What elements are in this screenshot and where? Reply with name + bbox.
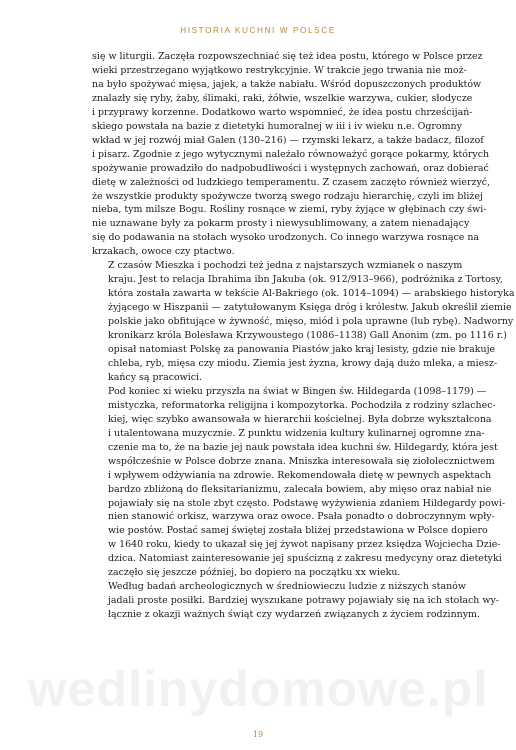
text-line: się do podawania na stołach wysoko urodzonych. Co innego warzywa rosnące na [92, 232, 480, 244]
body-text [92, 50, 515, 622]
text-line: kańcy są pracowici. [108, 371, 203, 383]
text-line: dietę w zależności od ludzkiego temperamentu. Z czasem zaczęto również wierzyć, [92, 176, 491, 188]
text-line: znalazły się ryby, żaby, ślimaki, raki, żółwie, wszelkie warzywa, cukier, słodycze [92, 92, 473, 104]
text-line: wieki przestrzegano wyjątkowo restrykcyjnie. W trakcie jego trwania nie moż- [92, 64, 467, 76]
text-line: i wpływem odżywiania na zdrowie. Rekomendowała dietę w pewnych aspektach [108, 469, 492, 481]
text-line: Z czasów Mieszka i pochodzi też jedna z najstarszych wzmianek o naszym [108, 260, 463, 272]
text-line: mistyczka, reformatorka religijna i kompozytorka. Pochodziła z rodziny szlachec- [108, 399, 496, 411]
text-line: nien stanowić orkisz, warzywa oraz owoce. Psała ponadto o dobroczynnym wpły- [108, 511, 495, 523]
text-line: żyjącego w Hiszpanii — zatytułowanym Księga dróg i królestw. Jakub określił ziemie [108, 302, 512, 314]
text-line: się w liturgii. Zaczęła rozpowszechniać się też idea postu, którego w Polsce przez [92, 51, 483, 62]
paragraph [92, 259, 515, 385]
text-line: skiego powstała na bazie z dietetyki humoralnej w iii i iv wieku n.e. Ogromny [92, 120, 462, 132]
text-line: czenie ma to, że na bazie jej nauk powstała idea kuchni św. Hildegardy, która jest [108, 441, 498, 453]
text-line: jadali proste posiłki. Bardziej wyszukane potrawy pojawiały się na ich stołach wy- [108, 595, 499, 607]
page-number: 19 [252, 730, 264, 739]
watermark: wedlinydomowe.pl [27, 661, 489, 717]
text-line: Pod koniec xi wieku przyszła na świat w Bingen św. Hildegarda (1098–1179) — [108, 385, 487, 397]
text-line: opisał natomiast Polskę za panowania Piastów jako kraj lesisty, gdzie nie brakuje [108, 344, 496, 356]
text-line: współcześnie w Polsce dobrze znana. Mniszka interesowała się ziołolecznictwem [108, 455, 495, 467]
text-line: krzakach, owoce czy ptactwo. [92, 246, 235, 258]
text-line: nie uznawane były za pokarm prosty i niewysublimowany, a zatem nienadający [92, 218, 470, 230]
paragraph [92, 50, 491, 259]
text-line: Według badań archeologicznych w średniowieczu ludzie z niższych stanów [108, 581, 466, 593]
running-head: HISTORIA KUCHNI W POLSCE [180, 26, 336, 35]
text-line: wie postów. Postać samej świętej została bliżej przedstawiona w Polsce dopiero [108, 525, 488, 537]
text-line: i utalentowana muzycznie. Z punktu widzenia kultury kulinarnej ogromne zna- [108, 427, 485, 439]
text-line: na było spożywać mięsa, jajek, a także nabiału. Wśród dopuszczonych produktów [92, 78, 482, 90]
text-line: chleba, ryb, mięsa czy miodu. Ziemia jest żyzna, krowy dają dużo mleka, a miesz- [108, 357, 498, 369]
text-line: kraju. Jest to relacja Ibrahima ibn Jakuba (ok. 912/913–966), podróżnika z Tortosy, [108, 274, 503, 286]
text-line: która została zawarta w tekście Al-Bakriego (ok. 1014–1094) — arabskiego historyka [108, 288, 515, 300]
text-line: zaczęło się jeszcze później, bo dopiero na początku xx wieku. [108, 567, 401, 579]
text-line: wkład w jej rozwój miał Galen (130–216) — rzymski lekarz, a także badacz, filozof [92, 134, 484, 146]
text-line: spożywanie prowadziło do nadpobudliwości i występnych zachowań, oraz dobierać [92, 162, 489, 174]
text-line: w 1640 roku, kiedy to ukazał się jej żywot napisany przez księdza Wojciecha Dzie- [108, 539, 501, 551]
text-line: dzica. Natomiast zainteresowanie jej spuścizną z zakresu medycyny oraz dietetyki [108, 553, 502, 565]
paragraph [92, 385, 506, 580]
text-line: kronikarz króla Bolesława Krzywoustego (1086–1138) Gall Anonim (zm. po 1116 r.) [108, 330, 507, 342]
text-line: kiej, więc szybko awansowała w hierarchii kościelnej. Była dobrze wykształcona [108, 413, 492, 425]
paragraph [92, 580, 499, 622]
text-line: i pisarz. Zgodnie z jego wytycznymi należało równoważyć gorące pokarmy, których [92, 148, 490, 160]
text-line: łącznie z okazji ważnych świąt czy wydarzeń związanych z życiem rodzinnym. [108, 609, 481, 621]
text-line: pojawiały się na stole zbyt często. Podstawę wyżywienia zdaniem Hildegardy powi- [108, 497, 506, 509]
text-line: i przyprawy korzenne. Dodatkowo warto wspomnieć, że idea postu chrześcijań- [92, 106, 473, 118]
text-line: że wszystkie produkty spożywcze tworzą swego rodzaju hierarchię, czyli im bliżej [92, 190, 483, 202]
text-line: nieba, tym milsze Bogu. Rośliny rosnące w ziemi, ryby żyjące w głębinach czy świ- [92, 204, 487, 216]
text-line: polskie jako obfitujące w żywność, mięso, miód i pola uprawne (lub rybę). Nadworny [108, 316, 514, 328]
text-line: bardzo zbliżoną do fleksitarianizmu, zalecała bowiem, aby mięso oraz nabiał nie [108, 483, 492, 495]
